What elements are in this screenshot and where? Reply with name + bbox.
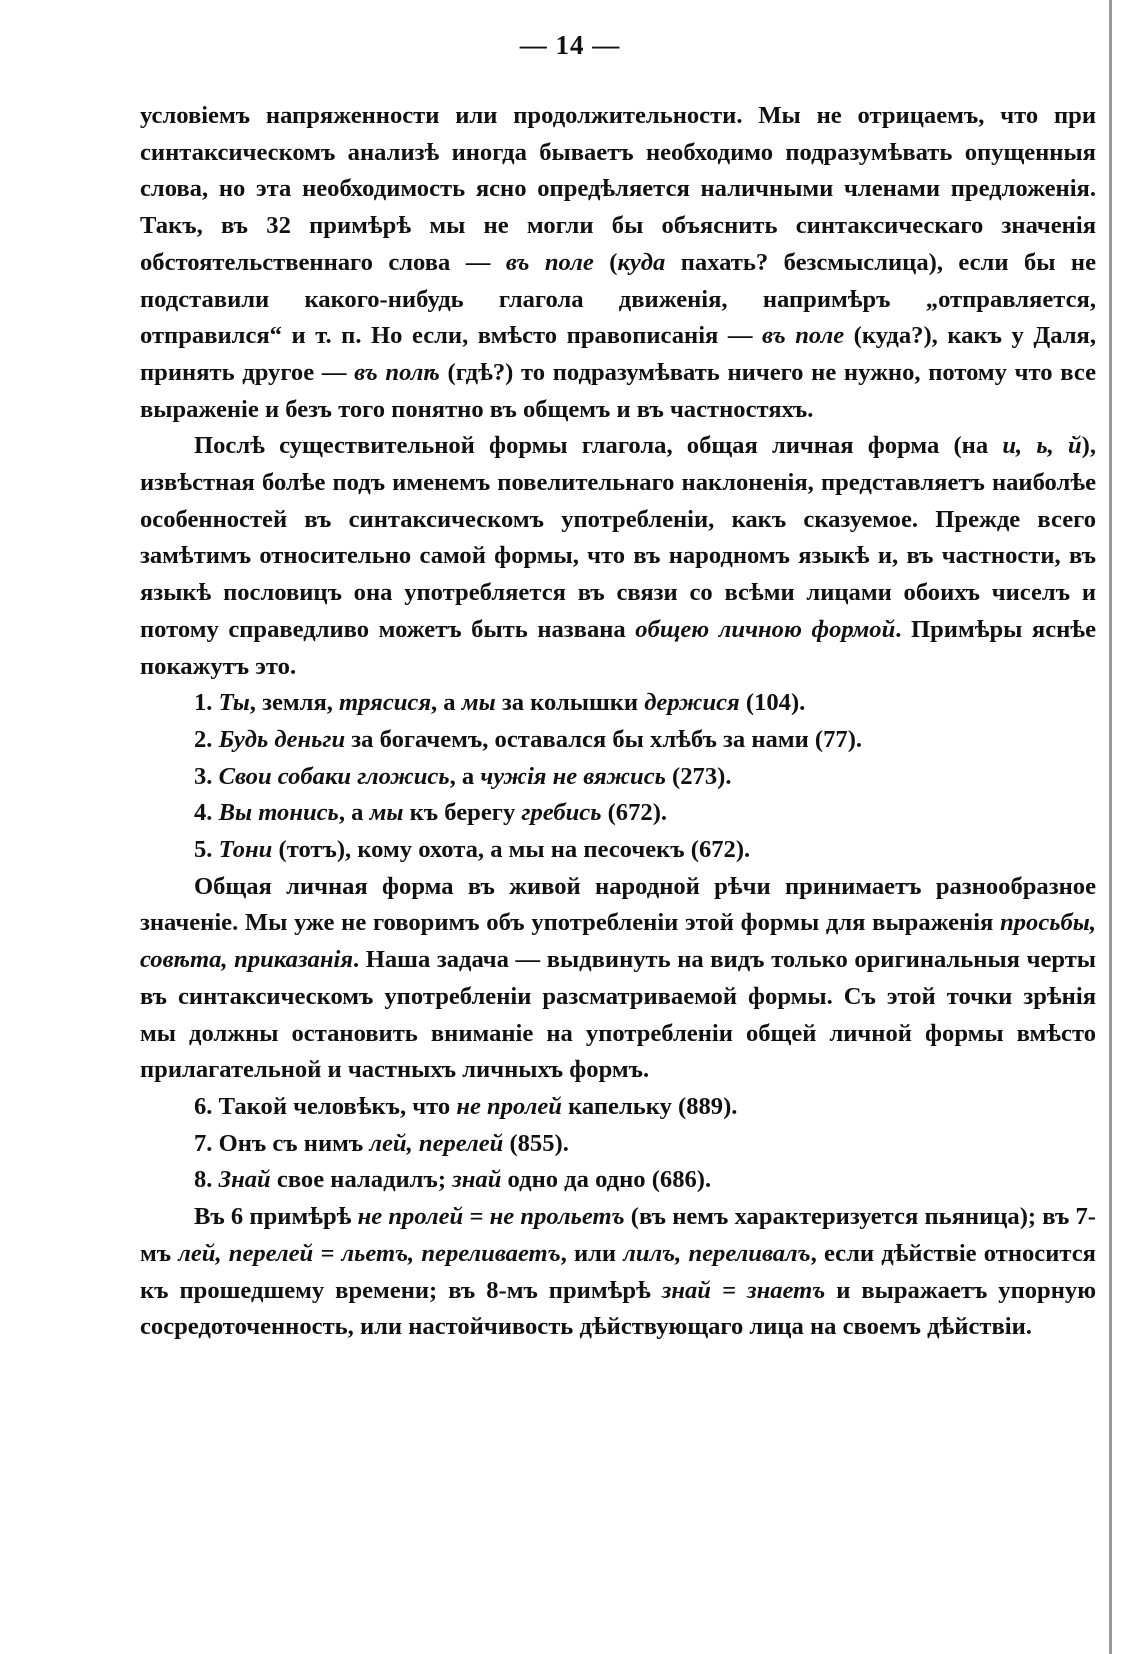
- text-run: 4.: [194, 799, 219, 827]
- text-run: 6. Такой человѣкъ, что: [194, 1092, 457, 1120]
- text-run: пахать? безсмыслица), если бы не подставили какого-нибудь глагола движенія, напримѣръ „отправляется, отправился“ и т. п. Но если, вмѣсто правописанія —: [140, 248, 1096, 350]
- example-8: [140, 1162, 1096, 1199]
- text-run: капельку (889).: [561, 1092, 738, 1120]
- text-run: , а: [449, 762, 481, 790]
- paragraph-4: [140, 1199, 1096, 1346]
- text-run: Въ 6 примѣрѣ: [194, 1203, 358, 1231]
- example-list-2: [140, 1089, 1096, 1199]
- text-run: , а: [338, 799, 370, 827]
- example-1: [140, 685, 1096, 722]
- text-run: 1.: [194, 689, 219, 717]
- text-run: къ берегу: [403, 799, 522, 827]
- text-run: . Наша задача — выдвинуть на видъ только оригинальныя черты въ синтаксическомъ употребленіи разсматриваемой формы. Съ этой точки зрѣнія мы должны остановить вниманіе на употребленіи общей личной формы вмѣсто прилагательной и частныхъ личныхъ формъ.: [140, 946, 1096, 1084]
- text-run: 2.: [194, 725, 219, 753]
- text-run: 3.: [194, 762, 219, 790]
- paragraph-2: [140, 428, 1096, 685]
- text-run: (273).: [665, 762, 732, 790]
- italic-run: знай: [452, 1166, 502, 1194]
- italic-run: просьбы, совѣта, приказанія: [140, 909, 1096, 974]
- italic-run: Будь деньги: [218, 725, 346, 753]
- text-run: (тотъ), кому охота, а мы на песочекъ (672).: [272, 836, 751, 864]
- text-run: 8.: [194, 1166, 219, 1194]
- example-7: [140, 1126, 1096, 1163]
- text-run: . Примѣры яснѣе покажутъ это.: [140, 615, 1096, 680]
- italic-run: лилъ, переливалъ: [623, 1239, 811, 1267]
- example-list-1: [140, 685, 1096, 869]
- text-run: и выражаетъ упорную сосредоточенность, или настойчивость дѣйствующаго лица на своемъ дѣйствіи.: [140, 1276, 1096, 1341]
- text-run: (куда?), какъ у Даля, принять другое —: [140, 322, 1097, 386]
- italic-run: Вы тонись: [218, 799, 339, 827]
- text-run: (въ немъ характеризуется пьяница); въ 7-мъ: [140, 1203, 1096, 1267]
- text-run: , земля,: [249, 689, 340, 717]
- text-run: 7. Онъ съ нимъ: [194, 1129, 370, 1157]
- italic-run: въ поле: [505, 248, 594, 276]
- italic-run: мы: [369, 799, 404, 827]
- text-run: одно да одно (686).: [501, 1166, 712, 1194]
- text-run: условіемъ напряженности или продолжительности. Мы не отрицаемъ, что при синтаксическомъ анализѣ иногда бываетъ необходимо подразумѣвать опущенныя слова, но эта необходимость ясно опредѣляется наличными членами предложенія. Такъ, въ 32 примѣрѣ мы не могли бы объяснить синтаксическаго значенія обстоятельственнаго слова —: [140, 102, 1096, 276]
- italic-run: Свои собаки гложись: [218, 762, 450, 790]
- text-run: Послѣ существительной формы глагола, общая личная форма (на: [194, 432, 1003, 460]
- text-run: (: [593, 248, 618, 276]
- italic-run: лей, перелей = льетъ, переливаетъ: [178, 1239, 561, 1267]
- italic-run: мы: [461, 689, 496, 717]
- italic-run: куда: [617, 248, 666, 276]
- text-run: , если дѣйствіе относится къ прошедшему времени; въ 8-мъ примѣрѣ: [140, 1239, 1096, 1304]
- example-2: [140, 722, 1096, 759]
- text-run: , а: [431, 689, 462, 717]
- text-run: ), извѣстная болѣе подъ именемъ повелительнаго наклоненія, представляетъ наиболѣе особенностей въ синтаксическомъ употребленіи, какъ сказуемое. Прежде всего замѣтимъ относительно самой формы, что въ народномъ языкѣ и, въ частности, въ языкѣ пословицъ она употребляется въ связи со всѣми лицами обоихъ чиселъ и потому справедливо можетъ быть названа: [140, 432, 1096, 643]
- italic-run: Знай: [218, 1166, 271, 1194]
- italic-run: и, ь, й: [1002, 432, 1082, 460]
- body-text: [140, 98, 1096, 1346]
- italic-run: Тони: [218, 836, 273, 864]
- page-edge-line: [1109, 0, 1112, 1654]
- example-3: [140, 759, 1096, 796]
- paragraph-1: [140, 98, 1096, 428]
- text-run: за богачемъ, оставался бы хлѣбъ за нами (77).: [345, 725, 863, 753]
- text-run: (104).: [739, 689, 806, 717]
- italic-run: знай = знаетъ: [661, 1276, 826, 1304]
- italic-run: не пролей = не прольетъ: [357, 1203, 625, 1231]
- example-4: [140, 795, 1096, 832]
- text-run: свое наладилъ;: [270, 1166, 453, 1194]
- example-6: [140, 1089, 1096, 1126]
- example-5: [140, 832, 1096, 869]
- italic-run: общею личною формой: [635, 615, 896, 643]
- italic-run: въ поле: [762, 322, 845, 350]
- italic-run: Ты: [218, 689, 250, 717]
- italic-run: гребись: [521, 799, 602, 827]
- text-run: за колышки: [495, 689, 645, 717]
- page-number: — 14 —: [519, 30, 621, 60]
- text-run: , или: [560, 1239, 624, 1267]
- italic-run: держися: [644, 689, 740, 717]
- text-run: (672).: [601, 799, 668, 827]
- italic-run: въ полѣ: [354, 358, 440, 386]
- italic-run: трясися: [339, 689, 431, 717]
- text-run: 5.: [194, 836, 219, 864]
- text-run: Общая личная форма въ живой народной рѣчи принимаетъ разнообразное значеніе. Мы уже не говоримъ объ употребленіи этой формы для выраженія: [140, 872, 1096, 937]
- italic-run: чужія не вяжись: [480, 762, 666, 790]
- text-run: (855).: [503, 1129, 569, 1157]
- italic-run: не пролей: [456, 1092, 562, 1120]
- text-run: (гдѣ?) то подразумѣвать ничего не нужно, потому что все выраженіе и безъ того понятно въ общемъ и въ частностяхъ.: [140, 358, 1096, 423]
- italic-run: лей, перелей: [369, 1129, 504, 1157]
- paragraph-3: [140, 869, 1096, 1089]
